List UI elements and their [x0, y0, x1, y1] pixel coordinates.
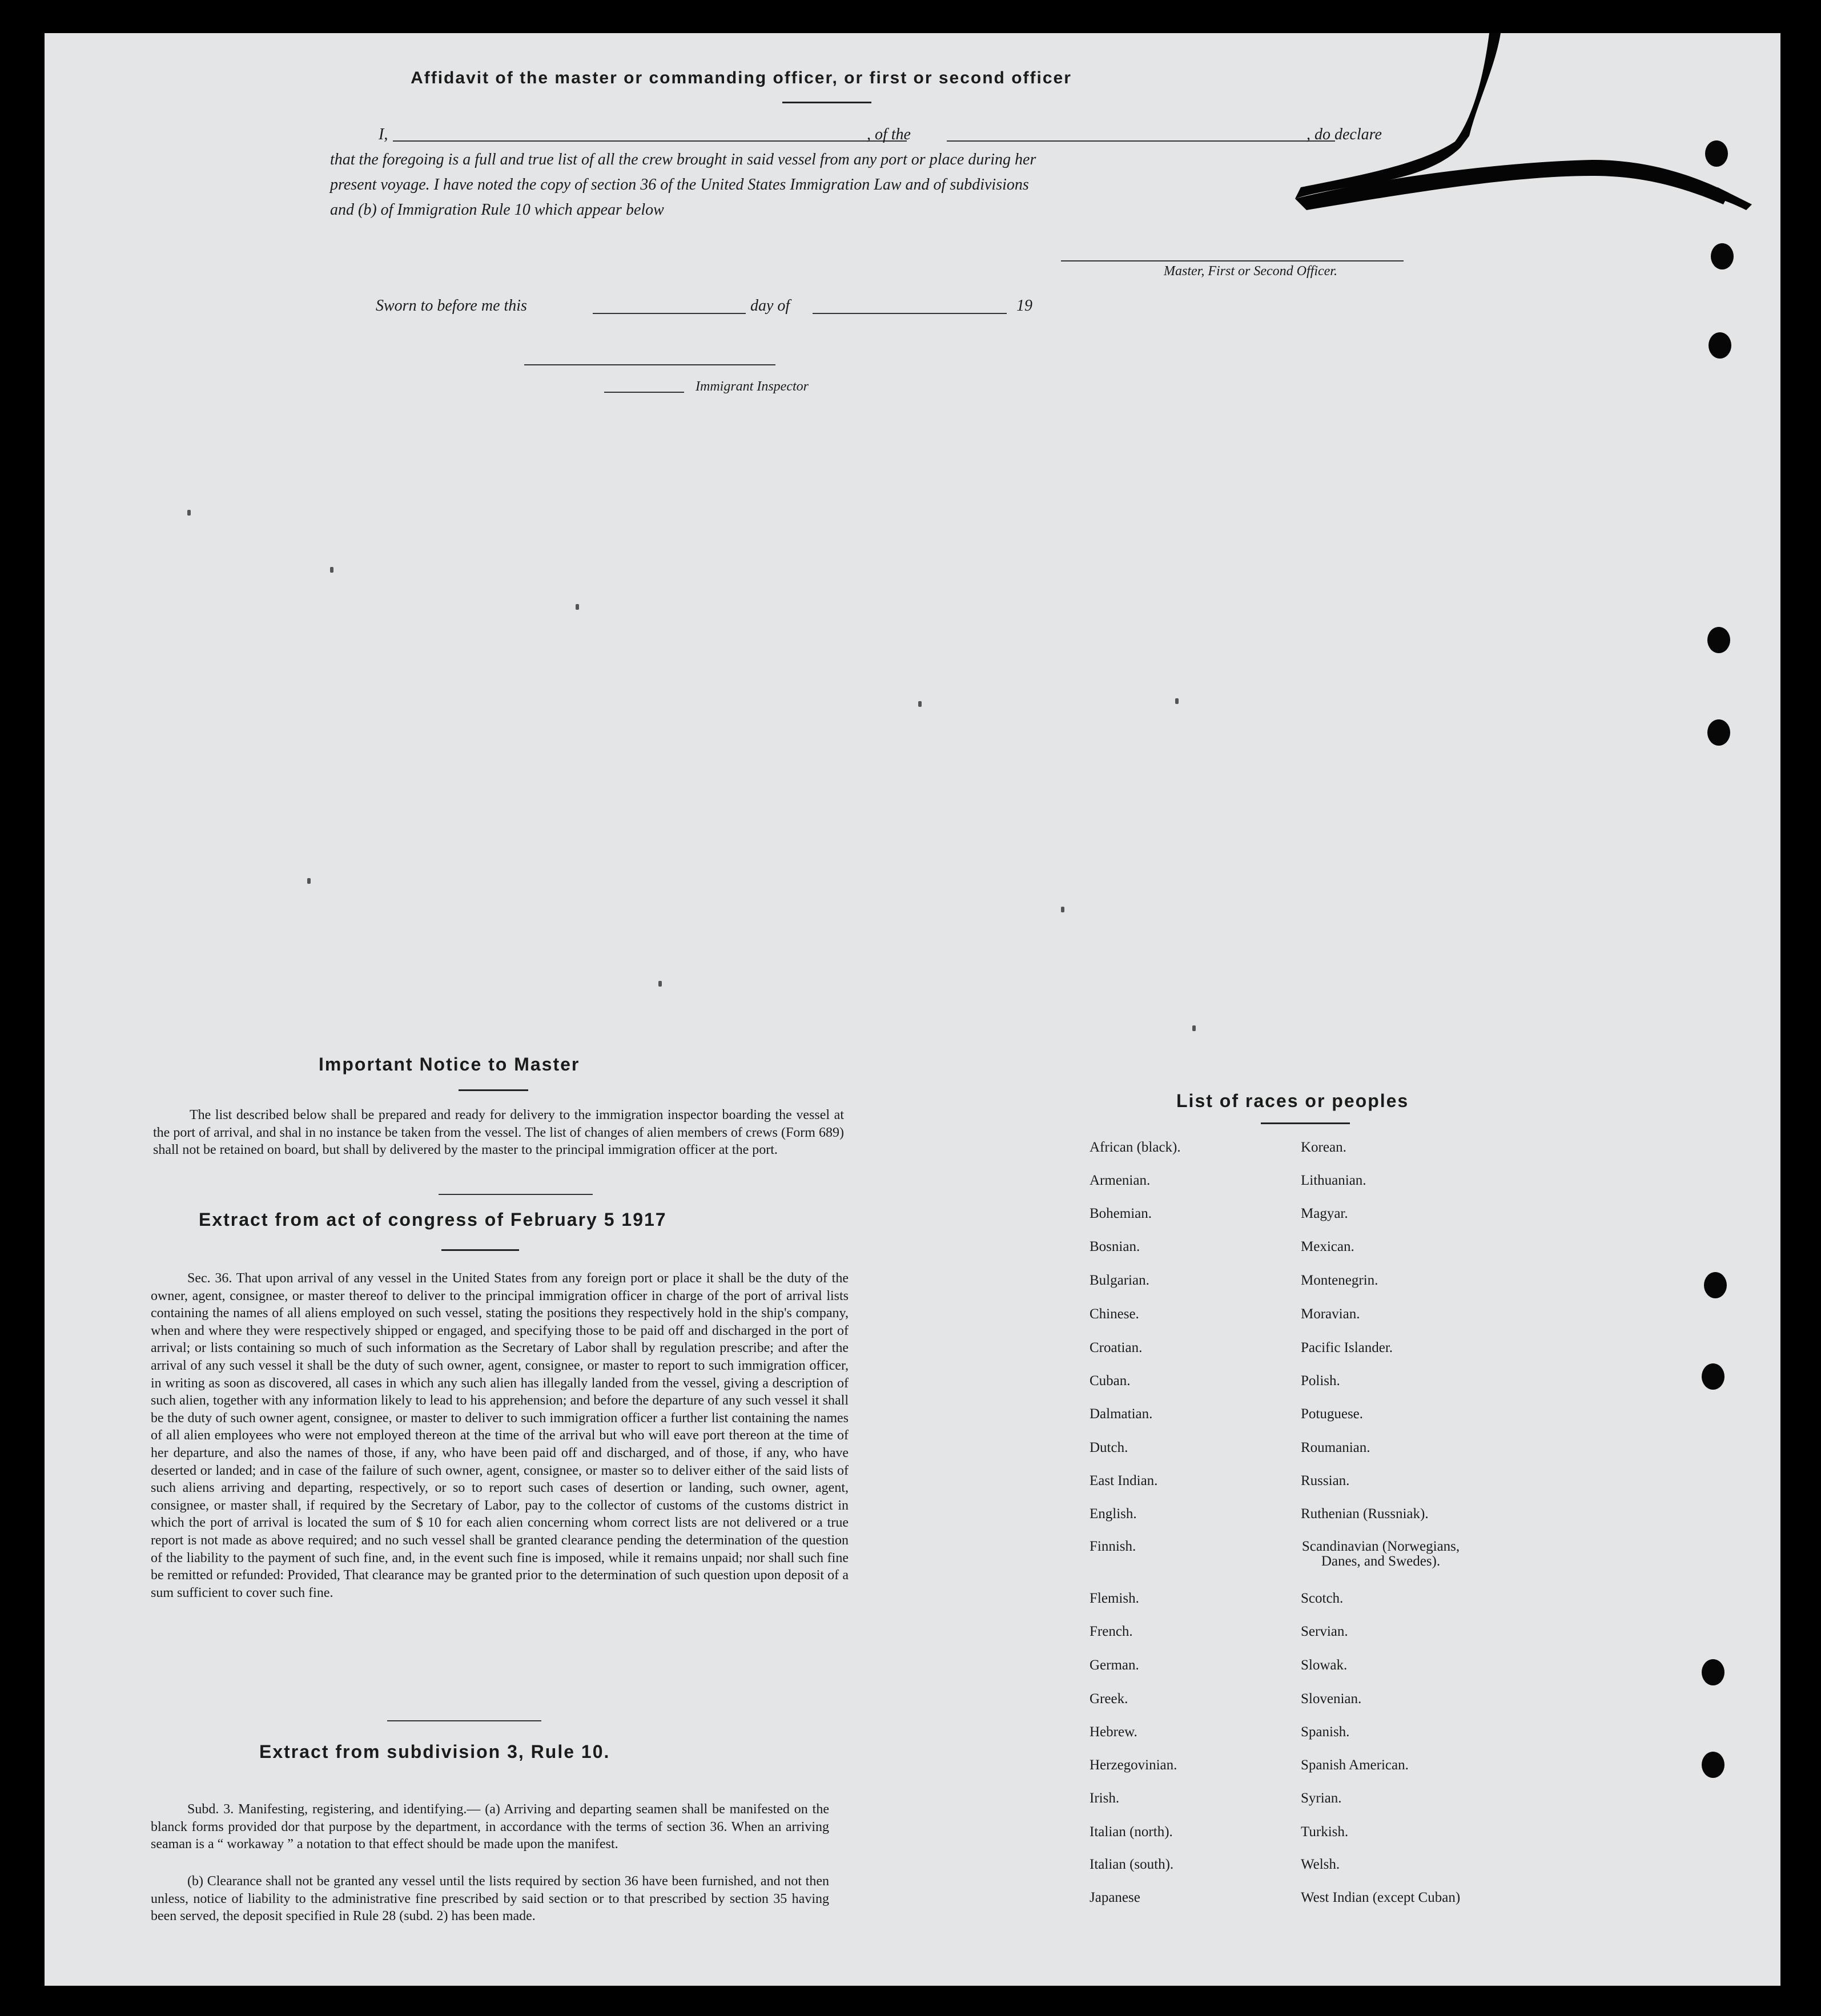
- document-sheet: [45, 33, 1780, 1986]
- race-item-left: Dalmatian.: [1090, 1406, 1153, 1422]
- race-item-left: Chinese.: [1090, 1306, 1139, 1322]
- race-item-right: Spanish American.: [1301, 1757, 1409, 1773]
- race-item-right: Slovenian.: [1301, 1691, 1362, 1707]
- race-item-right: Montenegrin.: [1301, 1273, 1378, 1288]
- extract-rule-title: Extract from subdivision 3, Rule 10.: [259, 1741, 610, 1762]
- sworn-prefix: Sworn to before me this: [376, 297, 527, 315]
- race-item-left: Dutch.: [1090, 1440, 1128, 1455]
- race-item-right: Ruthenian (Russniak).: [1301, 1506, 1429, 1522]
- master-signature-line: [1061, 260, 1404, 261]
- race-item-right: Russian.: [1301, 1473, 1350, 1488]
- ghost-mark: [187, 510, 191, 516]
- punch-hole: [1704, 1272, 1727, 1298]
- affidavit-of-the: , of the: [867, 126, 911, 143]
- race-item-right: Mexican.: [1301, 1239, 1354, 1254]
- extract-rule-para-2: (b) Clearance shall not be granted any vessel until the lists required by section 36 have been furnished, and not then unless, notice of liability to the administrative fine prescribed by said section or to that prescribed by section 35 having been served, the deposit specified in Rule 28 (subd. 2) has been made.: [151, 1874, 829, 1924]
- notice-underline: [459, 1089, 528, 1091]
- race-item-right: Magyar.: [1301, 1206, 1348, 1221]
- race-item-right: Lithuanian.: [1301, 1173, 1366, 1188]
- name-blank-line: [393, 140, 907, 142]
- race-item-right: Roumanian.: [1301, 1440, 1370, 1455]
- race-item-left: Finnish.: [1090, 1539, 1136, 1554]
- ghost-mark: [307, 878, 311, 884]
- race-item-left: Italian (north).: [1090, 1824, 1173, 1840]
- race-item-left: Hebrew.: [1090, 1724, 1137, 1740]
- sworn-day-of: day of: [750, 297, 790, 315]
- sworn-day-line: [593, 313, 746, 314]
- race-item-left: Flemish.: [1090, 1591, 1139, 1606]
- sworn-year: 19: [1016, 297, 1032, 315]
- affidavit-title: Affidavit of the master or commanding officer, or first or second officer: [411, 69, 1072, 87]
- race-item-left: Irish.: [1090, 1790, 1120, 1806]
- race-item-right: Syrian.: [1301, 1790, 1342, 1806]
- punch-hole: [1707, 719, 1730, 746]
- race-item-left: Bohemian.: [1090, 1206, 1152, 1221]
- sworn-month-line: [813, 313, 1007, 314]
- affidavit-line-3: present voyage. I have noted the copy of section 36 of the United States Immigration Law and of subdivisions: [330, 176, 1029, 194]
- race-item-right: Turkish.: [1301, 1824, 1349, 1840]
- affidavit-line-4: and (b) of Immigration Rule 10 which appear below: [330, 201, 664, 219]
- ghost-mark: [576, 604, 579, 610]
- inspector-signature-line: [524, 364, 775, 365]
- races-underline: [1261, 1122, 1350, 1124]
- extract-act-text: Sec. 36. That upon arrival of any vessel in the United States from any foreign port or place it shall be the duty of the owner, agent, consignee, or master thereof to deliver to the principal immigration officer in charge of the port of arrival lists containing the names of all aliens employed on such vessel, stating the positions they respectively hold in the ship's company, when and where they were respectively shipped or engaged, and specifying those to be paid off and discharged in the port of arrival; or lists containing so much of such information as the Secretary of Labor shall by regulation prescribe; and after the arrival of any such vessel it shall be the duty of such owner, agent, consignee, or master to report to such immigration officer, in writing as soon as discovered, all cases in which any such alien has illegally landed from the vessel, giving a description of such alien, together with any information likely to lead to his apprehension; and before the departure of any such vessel it shall be the duty of such owner agent, consignee, or master to deliver to such immigration officer a further list containing the names of all alien employees who were not employed thereon at the time of the arrival but who will eave port thereon at the time of her departure, and also the names of those, if any, who have been paid off and discharged, and of those, if any, who have deserted or landed; and in case of the failure of such owner, agent, consignee, or master so to deliver either of the said lists of such aliens arriving and departing, respectively, or so to report such cases of desertion or landing, such owner, agent, consignee, or master shall, if required by the Secretary of Labor, pay to the collector of customs of the customs district in which the port of arrival is located the sum of $ 10 for each alien concerning whom correct lists are not delivered or a true report is not made as above required; and no such vessel shall be granted clearance pending the determination of the question of the liability to the payment of such fine, and, in the event such fine is imposed, while it remains unpaid; nor shall such fine be remitted or refunded: Provided, That clearance may be granted prior to the determination of such question upon deposit of a sum sufficient to cover such fine.: [151, 1271, 849, 1600]
- race-item-left: African (black).: [1090, 1140, 1181, 1155]
- extract-rule-para-1: Subd. 3. Manifesting, registering, and identifying.— (a) Arriving and departing seamen shall be manifested on the blanck forms provided dor that purpose by the department, in accordance with the terms of section 36. When an arriving seaman is a “ workaway ” a notation to that effect should be made upon the manifest.: [151, 1802, 829, 1852]
- ghost-mark: [330, 567, 333, 573]
- punch-hole: [1709, 332, 1731, 359]
- ghost-mark: [1192, 1025, 1196, 1031]
- race-item-left: English.: [1090, 1506, 1137, 1522]
- race-item-left: Armenian.: [1090, 1173, 1151, 1188]
- ghost-mark: [658, 981, 662, 987]
- race-item-left: Greek.: [1090, 1691, 1128, 1707]
- master-label: Master, First or Second Officer.: [1164, 264, 1337, 279]
- race-item-left: French.: [1090, 1624, 1133, 1639]
- race-item-right: West Indian (except Cuban): [1301, 1890, 1461, 1905]
- extract-act-title: Extract from act of congress of February 5 1917: [199, 1209, 667, 1230]
- ghost-mark: [1175, 698, 1179, 704]
- affidavit-declare: , do declare: [1307, 126, 1382, 143]
- notice-title: Important Notice to Master: [319, 1054, 580, 1075]
- punch-hole: [1707, 627, 1730, 653]
- punch-hole: [1702, 1752, 1724, 1778]
- race-item-right: Pacific Islander.: [1301, 1340, 1393, 1355]
- race-item-left: Cuban.: [1090, 1373, 1131, 1389]
- race-item-left: Bulgarian.: [1090, 1273, 1149, 1288]
- affidavit-line-2: that the foregoing is a full and true list of all the crew brought in said vessel from any port or place during her: [330, 151, 1036, 168]
- punch-hole: [1702, 1659, 1724, 1685]
- race-item-right: Scandinavian (Norwegians, Danes, and Swedes).: [1301, 1539, 1460, 1569]
- title-underline: [782, 102, 871, 103]
- race-item-left: Bosnian.: [1090, 1239, 1140, 1254]
- divider: [439, 1194, 593, 1195]
- race-item-right: Servian.: [1301, 1624, 1348, 1639]
- notice-text: The list described below shall be prepared and ready for delivery to the immigration inspector boarding the vessel at the port of arrival, and shal in no instance be taken from the vessel. The list of changes of alien members of crews (Form 689) shall not be retained on board, but shall by delivered by the master to the principal immigration officer at the port.: [153, 1108, 844, 1157]
- race-item-left: Italian (south).: [1090, 1857, 1174, 1872]
- ghost-mark: [1061, 907, 1064, 912]
- race-item-left: Herzegovinian.: [1090, 1757, 1177, 1773]
- race-item-left: East Indian.: [1090, 1473, 1158, 1488]
- punch-hole: [1711, 243, 1734, 269]
- race-item-left: German.: [1090, 1657, 1139, 1673]
- race-item-right: Polish.: [1301, 1373, 1340, 1389]
- race-item-left: Croatian.: [1090, 1340, 1143, 1355]
- punch-hole: [1702, 1363, 1724, 1390]
- ink-ribbon-mark: [1272, 33, 1780, 216]
- ghost-mark: [918, 701, 922, 707]
- inspector-label: Immigrant Inspector: [696, 379, 809, 394]
- race-item-right: Spanish.: [1301, 1724, 1350, 1740]
- race-item-right: Scotch.: [1301, 1591, 1344, 1606]
- inspector-short-line: [604, 392, 684, 393]
- race-item-right: Korean.: [1301, 1140, 1346, 1155]
- race-item-left: Japanese: [1090, 1890, 1140, 1905]
- divider: [387, 1720, 541, 1721]
- race-item-right: Moravian.: [1301, 1306, 1360, 1322]
- races-title: List of races or peoples: [1176, 1091, 1409, 1111]
- race-item-right: Potuguese.: [1301, 1406, 1364, 1422]
- extract-act-underline: [441, 1249, 519, 1251]
- race-item-right: Welsh.: [1301, 1857, 1340, 1872]
- race-item-right: Slowak.: [1301, 1657, 1348, 1673]
- affidavit-i: I,: [379, 126, 388, 143]
